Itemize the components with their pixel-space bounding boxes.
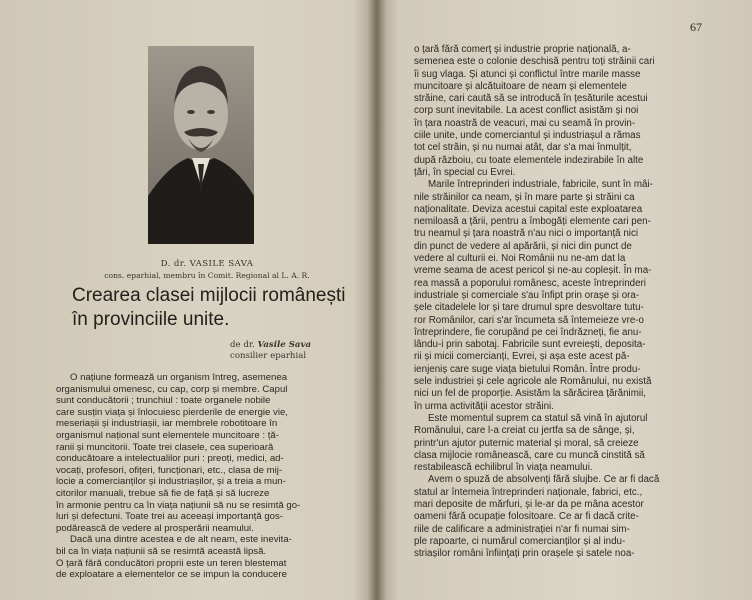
text-line: nemiloasă a țării, pentru a îmbogăți elemente cari pen-	[414, 216, 651, 228]
right-body-text	[414, 44, 714, 560]
text-line: O națiune formează un organism întreg, asemenea	[70, 372, 288, 383]
text-line: străine, cari caută să se introducă în țesăturile acestui	[414, 93, 648, 105]
text-line: sunt conducătorii ; trunchiul : toate organele nobile	[56, 395, 271, 407]
text-line: ienjeniș care suge viața bietului Român. Între produ-	[414, 363, 641, 375]
text-line: nile străinilor ca neam, și în mare parte și străini ca	[414, 191, 635, 203]
text-line: ciile unite, unde comerciantul și industriașul a rămas	[414, 130, 641, 142]
text-line: O țară fără conducători proprii este un teren blestemat	[56, 557, 287, 569]
text-line: în armonie pentru ca în viața națiunii să nu se resimtă go-	[56, 499, 301, 511]
text-line: oameni fără ocupație folositoare. Ce ar fi dacă crite-	[414, 511, 639, 523]
text-line: podărească de vedere al prosperării neamului.	[56, 522, 254, 534]
byline-prefix: de dr.	[230, 340, 255, 350]
text-line: sele industriei și cele agricole ale Românului, nu există	[414, 376, 652, 388]
text-line: ror Românilor, cari s'ar încumeta să întemeieze vre-o	[414, 314, 645, 326]
text-line: muncitoare și alcătuitoare de neam și elementele	[414, 80, 627, 92]
text-line: naționalitate. Deviza acestui capital este exploatarea	[414, 203, 643, 215]
article-title	[72, 284, 372, 332]
byline-role: consilier eparhial	[230, 351, 307, 361]
article-title-line-1: Crearea clasei mijlocii românești	[72, 285, 346, 306]
article-byline	[230, 340, 370, 362]
text-line: clasa mijlocie românească, care cu muncă cinstită să	[414, 449, 645, 461]
text-line: întreprindere, fie corupând pe cei îndrăzneți, fie anu-	[414, 326, 642, 338]
text-line: țări, în special cu Evrei.	[414, 166, 516, 178]
portrait-caption-name: D. dr. VASILE SAVA	[160, 259, 254, 269]
text-line: Dacă una dintre acestea e de alt neam, este inevita-	[70, 534, 292, 546]
text-line: organismului omenesc, cu cap, corp și membre. Capul	[56, 383, 288, 395]
text-line: mari deposite de mărfuri, și le-ar da pe mâna acestor	[414, 498, 644, 510]
text-line: o țară fără comerț și industrie proprie națională, a-	[414, 44, 631, 55]
text-line: Românului, care l-a creiat cu jertfa sa de sânge, și,	[414, 425, 635, 437]
text-line: lându-i prin sabotaj. Fabricile sunt evreiești, deposita-	[414, 339, 646, 351]
text-line: în țara noastră de veacuri, mai cu seamă în provin-	[414, 117, 636, 129]
text-line: în urma activității acestor străini.	[414, 400, 554, 412]
text-line: striașilor români înfiinţați prin orașele și satele noa-	[414, 548, 635, 560]
text-line: de exploatare a elementelor ce se impun la conducere	[56, 569, 287, 581]
text-line: meseriașii și industriașii, iar membrele robotitoare în	[56, 418, 278, 430]
text-line: industriale și comerciale s'au înfipt prin orașe și ora-	[414, 289, 640, 301]
text-line: riile de calificare a administrației n'ar fi numai sim-	[414, 523, 630, 535]
text-line: tot cel străin, și nu numai atât, dar s'a mai înmulțit,	[414, 142, 632, 154]
text-line: îi sug vlaga. Și atunci și conflictul între marile masse	[414, 68, 641, 80]
text-line: restabilească echilibrul în viața neamului.	[414, 462, 593, 474]
text-line: semenea este o colonie deschisă pentru toți străinii cari	[414, 56, 655, 68]
text-line: ranii și muncitorii. Toate trei clasele, cea superioară	[56, 441, 274, 453]
article-title-line-2: în provinciile unite.	[72, 309, 230, 330]
text-line: corp sunt inevitabile. La acest conflict asistăm și noi	[414, 105, 639, 117]
left-body-text	[56, 372, 374, 581]
page-number: 67	[690, 20, 702, 34]
portrait-photo	[148, 46, 254, 244]
text-line: vedere al culturii ei. Noi Românii nu ne-am dat la	[414, 253, 626, 265]
text-line: conducătoare a intelectualilor puri : preoți, medici, ad-	[56, 453, 284, 465]
text-line: ple rapoarte, ci numărul comercianților și al indu-	[414, 535, 626, 547]
text-line: organismul național sunt elementele muncitoare : ță-	[56, 429, 279, 441]
text-line: vocați, profesori, ofițeri, funcționari, etc., clasa de mij-	[56, 464, 283, 476]
byline-author: Vasile Sava	[257, 340, 312, 350]
text-line: care susțin viața și înlocuiesc pierderile de energie vie,	[56, 406, 288, 418]
text-line: din punct de vedere al apărării, și nici din punct de	[414, 240, 632, 252]
text-line: statul ar întemeia întreprinderi naționale, fabrici, etc.,	[414, 486, 643, 498]
text-line: vreme seama de acest pericol și ne-au copleșit. În ma-	[414, 265, 652, 277]
text-line: Marile întreprinderi industriale, fabricile, sunt în mâi-	[428, 179, 653, 191]
text-line: rea massă a poporului românesc, aceste întreprinderi	[414, 277, 646, 289]
text-line: nici un fel de proporție. Asistăm la sărăcirea țărănimii,	[414, 388, 646, 400]
text-line: citorilor manuali, trebue să fie de față și să lucreze	[56, 487, 270, 499]
text-line: luri și defectuni. Toate trei au aceeași importanță gos-	[56, 511, 283, 523]
text-line: rii și micii comercianți, Evrei, și așa este acest pă-	[414, 351, 630, 363]
text-line: Este momentul suprem ca statul să vină în ajutorul	[428, 412, 648, 424]
text-line: locie a comercianților și industriașilor, și a treia a mun-	[56, 476, 286, 488]
portrait-caption-role: cons. eparhial, membru în Comit. Regional al L. A. R.	[104, 271, 310, 280]
text-line: bil ca în viața națiunii să se resimtă această lipsă.	[56, 545, 267, 557]
text-line: Avem o spuză de absolvenți fără slujbe. Ce ar fi dacă	[428, 474, 660, 486]
text-line: printr'un ajutor puternic material și moral, să creieze	[414, 437, 639, 449]
text-line: șele citadelele lor și tare drumul spre desvoltare tutu-	[414, 302, 644, 314]
text-line: tru neamul și țara noastră n'au nici o importanță nici	[414, 228, 639, 240]
text-line: după războiu, cu toate elementele indezirabile în alte	[414, 154, 644, 166]
